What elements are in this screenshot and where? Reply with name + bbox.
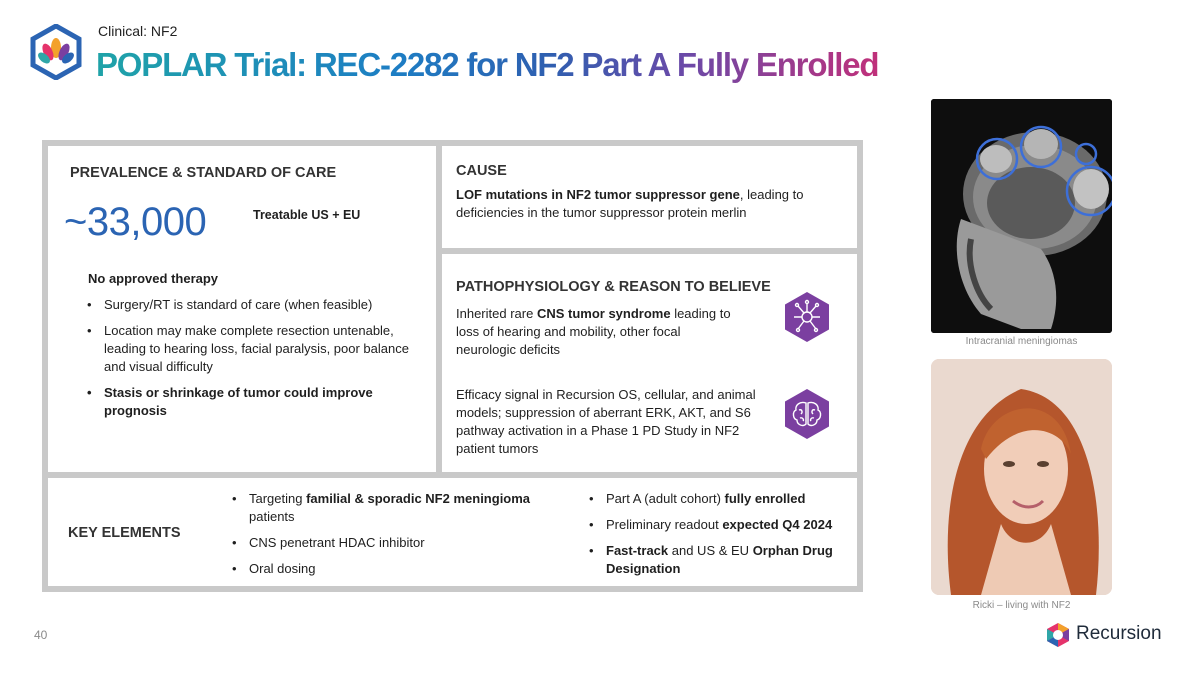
list-item: • Preliminary readout expected Q4 2024 [589, 516, 851, 534]
key-elements-heading: KEY ELEMENTS [68, 525, 181, 541]
pathophysiology-item-syndrome: Inherited rare CNS tumor syndrome leading to loss of hearing and mobility, other focal neurologic deficits [456, 306, 731, 357]
page-title: POPLAR Trial: REC-2282 for NF2 Part A Fully Enrolled [96, 46, 879, 83]
cause-text: LOF mutations in NF2 tumor suppressor gene, leading to deficiencies in the tumor suppressor protein merlin [456, 187, 804, 220]
prevalence-number-label: Treatable US + EU [253, 208, 361, 222]
list-item: • CNS penetrant HDAC inhibitor [232, 534, 562, 552]
pathophysiology-heading: PATHOPHYSIOLOGY & REASON TO BELIEVE [456, 279, 771, 295]
mri-brain-image [931, 99, 1112, 333]
brand-name: Recursion [1076, 623, 1162, 644]
recursion-flower-logo [28, 24, 84, 80]
prevalence-heading: PREVALENCE & STANDARD OF CARE [70, 165, 337, 181]
list-item: • Part A (adult cohort) fully enrolled [589, 490, 851, 508]
person-caption: Ricki – living with NF2 [972, 600, 1071, 611]
list-item: • Location may make complete resection untenable, leading to hearing loss, facial paralysis, poor balance and visual difficulty [87, 322, 432, 376]
list-item: • Fast-track and US & EU Orphan Drug Designation [589, 542, 851, 578]
list-item: • Oral dosing [232, 560, 562, 578]
key-elements-right-bullets [589, 490, 851, 578]
neuron-hexagon-icon [784, 291, 830, 343]
key-elements-left-bullets [232, 490, 562, 578]
recursion-brand-icon [1046, 622, 1070, 648]
list-item: • Targeting familial & sporadic NF2 meningioma patients [232, 490, 562, 526]
section-label: Clinical: NF2 [98, 23, 178, 39]
no-approved-therapy: No approved therapy [88, 271, 219, 286]
pathophysiology-item-efficacy: Efficacy signal in Recursion OS, cellular, and animal models; suppression of aberrant ERK, AKT, and S6 pathway activation in a Phase 1 PD Study in NF2 patient tumors [456, 387, 756, 456]
list-item: • Surgery/RT is standard of care (when feasible) [87, 296, 432, 314]
cause-heading: CAUSE [456, 163, 507, 179]
brain-caption: Intracranial meningiomas [965, 336, 1078, 347]
brain-hexagon-icon [784, 388, 830, 440]
page-number: 40 [34, 628, 48, 642]
patient-photo [931, 359, 1112, 595]
list-item: • Stasis or shrinkage of tumor could improve prognosis [87, 384, 432, 420]
prevalence-number: ~33,000 [64, 200, 207, 244]
prevalence-bullets [87, 296, 432, 420]
